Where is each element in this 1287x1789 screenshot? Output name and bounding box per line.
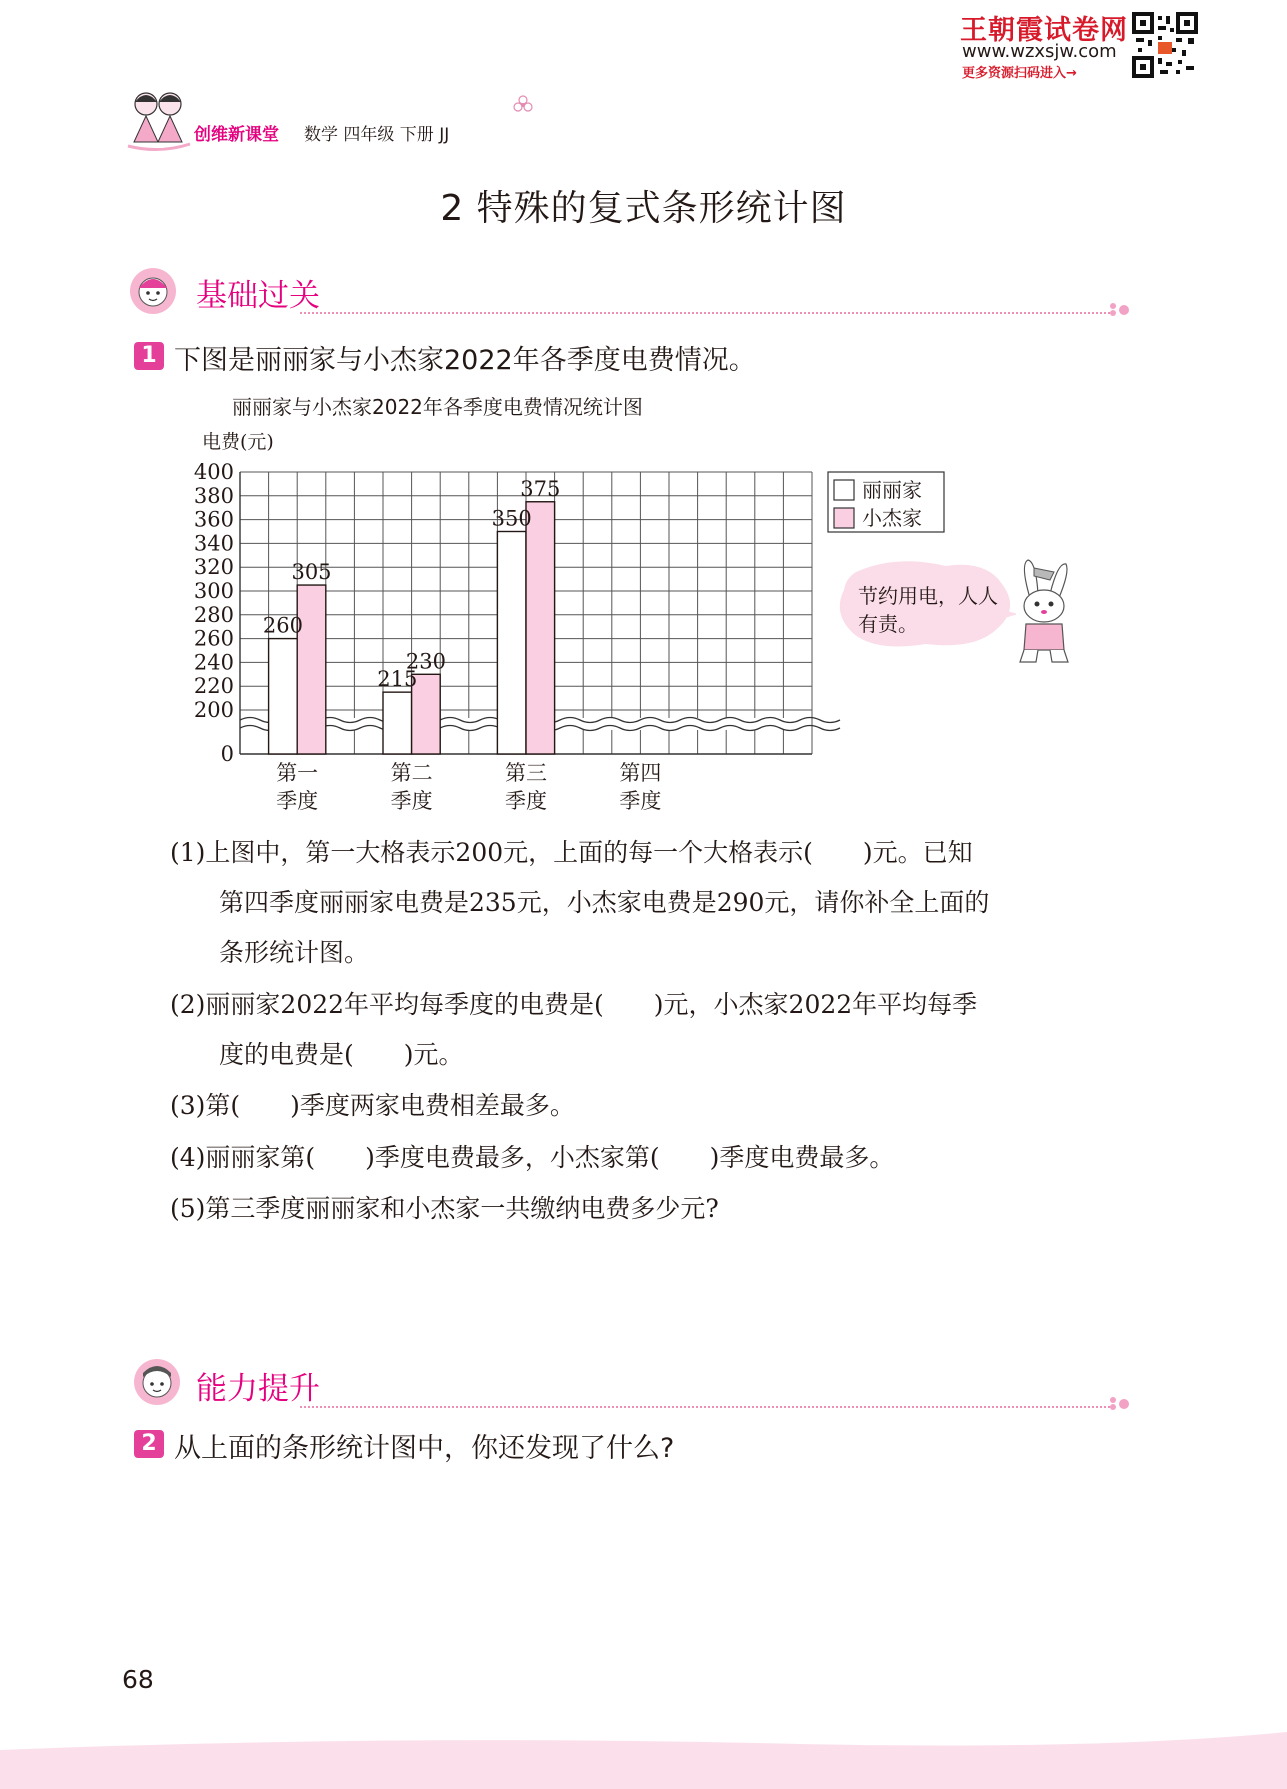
book-info: 数学 四年级 下册 JJ [304,125,450,145]
subquestion-2-cont: 度的电费是( )元。 [219,1040,464,1069]
x-tick-label: 季度 [276,789,319,813]
question-2-text: 从上面的条形统计图中，你还发现了什么? [174,1433,675,1464]
data-label: 260 [262,613,303,638]
subquestion-1: (1)上图中，第一大格表示200元，上面的每一个大格表示( )元。已知 [170,838,973,867]
page-title: 2 特殊的复式条形统计图 [440,188,847,229]
x-tick-label: 季度 [505,789,547,813]
section-title-advanced: 能力提升 [196,1371,320,1407]
y-tick-label: 300 [193,579,234,603]
y-tick-label: 360 [193,507,234,532]
bar-1-3 [497,532,526,755]
qr-code-icon[interactable] [1132,12,1198,78]
book-brand: 创维新课堂 [194,125,279,145]
y-tick-label: 260 [193,626,234,651]
kids-mascot-icon [124,86,194,156]
legend-label: 丽丽家 [862,478,922,502]
bar-2-3 [526,502,555,754]
subquestion-3: (3)第( )季度两家电费相差最多。 [170,1091,575,1120]
subquestion-5: (5)第三季度丽丽家和小杰家一共缴纳电费多少元? [170,1194,719,1223]
legend-swatch [834,508,854,528]
x-tick-label: 第四 [619,761,662,785]
subquestion-2: (2)丽丽家2022年平均每季度的电费是( )元，小杰家2022年平均每季 [170,990,978,1019]
y-tick-label: 240 [193,650,234,675]
site-title: 王朝霞试卷网 [960,15,1128,46]
dots-icon [1108,302,1132,316]
y-tick-label: 340 [193,531,234,556]
x-tick-label: 第三 [505,761,547,785]
y-tick-label: 380 [193,483,234,508]
question-number-2: 2 [134,1430,164,1458]
section-title-basic: 基础过关 [196,278,320,314]
y-tick-label: 400 [193,460,234,484]
site-url[interactable]: www.wzxsjw.com [962,41,1117,62]
legend-label: 小杰家 [862,506,922,530]
flower-icon [512,94,534,116]
y-tick-label: 280 [193,602,234,627]
subquestion-1-cont2: 条形统计图。 [219,938,370,967]
x-tick-label: 季度 [619,789,662,813]
subquestion-1-cont: 第四季度丽丽家电费是235元，小杰家电费是290元，请你补全上面的 [219,888,990,917]
bar-1-1 [269,639,298,754]
bunny-mascot-icon [1004,558,1084,666]
bar-1-2 [383,692,412,754]
x-tick-label: 第二 [390,761,433,785]
data-label: 375 [520,476,561,501]
section-divider [300,312,1110,314]
site-hint: 更多资源扫码进入→ [962,66,1077,81]
y-tick-label: 320 [193,555,234,580]
question-number-1: 1 [134,342,164,370]
y-tick-label: 220 [193,674,234,699]
y-axis-label: 电费(元) [202,431,274,453]
legend-swatch [834,480,854,500]
bar-2-1 [297,585,326,754]
data-label: 350 [491,506,532,531]
girl-mascot-icon [128,266,178,316]
bubble-text: 节约用电，人人有责。 [858,584,998,636]
data-label: 230 [405,649,446,674]
data-label: 215 [377,667,418,692]
chart-legend [828,472,944,532]
x-tick-label: 季度 [390,789,433,813]
question-1-text: 下图是丽丽家与小杰家2022年各季度电费情况。 [174,345,756,376]
dots-icon-2 [1108,1396,1132,1410]
footer-band [0,1730,1287,1789]
subquestion-4: (4)丽丽家第( )季度电费最多，小杰家第( )季度电费最多。 [170,1143,895,1172]
section-divider-2 [300,1406,1110,1408]
y-tick-label: 0 [220,742,234,766]
data-label: 305 [291,560,332,585]
x-tick-label: 第一 [276,761,319,785]
y-tick-label: 200 [193,698,234,722]
page-number: 68 [122,1665,154,1694]
boy-mascot-icon [132,1357,182,1407]
chart-title: 丽丽家与小杰家2022年各季度电费情况统计图 [232,395,643,419]
chart-labels [194,431,661,813]
